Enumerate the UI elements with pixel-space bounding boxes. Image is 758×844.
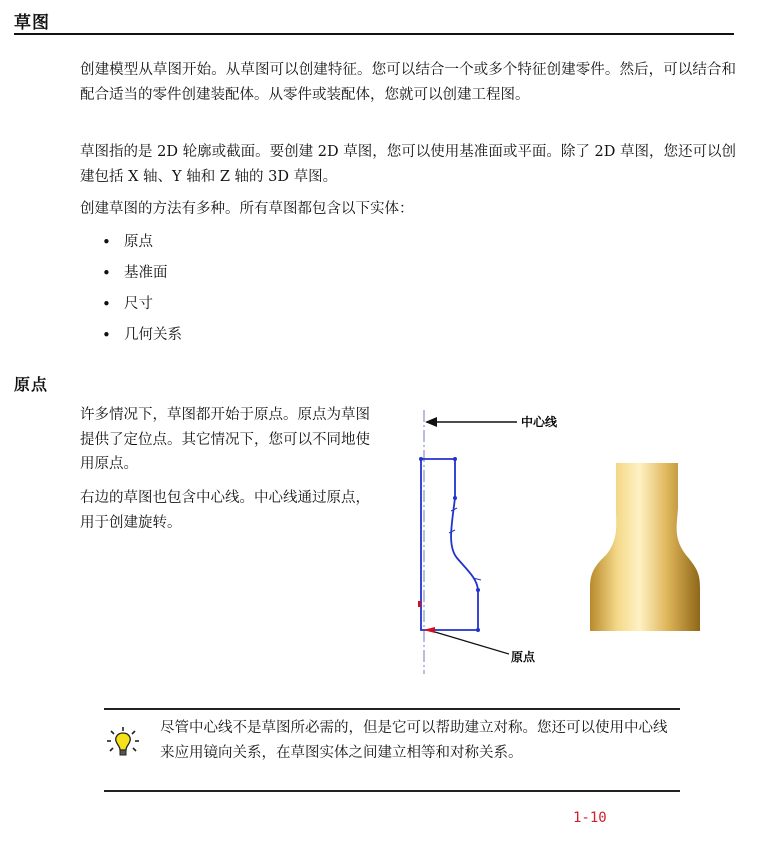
centerline-label: 中心线 — [521, 415, 558, 429]
list-item: • 几何关系 — [100, 321, 182, 352]
tip-bottom-rule — [104, 790, 680, 792]
origin-paragraph-2: 右边的草图也包含中心线。中心线通过原点，用于创建旋转。 — [80, 490, 370, 531]
centerline-arrowhead — [425, 417, 437, 427]
sketch-paragraph-3: 创建草图的方法有多种。所有草图都包含以下实体： — [80, 201, 414, 217]
sketch-figure — [405, 398, 595, 680]
sketch-point — [476, 628, 480, 632]
sketch-point — [419, 457, 423, 461]
list-item: • 原点 — [100, 228, 182, 259]
origin-label: 原点 — [511, 650, 536, 664]
list-item: • 尺寸 — [100, 290, 182, 321]
section-title-sketch: 草图 — [14, 13, 50, 33]
origin-marker — [418, 601, 421, 607]
page-number: 1-10 — [573, 810, 607, 826]
sketch-paragraph-2: 草图指的是 2D 轮廓或截面。要创建 2D 草图，您可以使用基准面或平面。除了 2D 草图，您还可以创建包括 X 轴、Y 轴和 Z 轴的 3D 草图。 — [80, 144, 736, 185]
tip-text: 尽管中心线不是草图所必需的，但是它可以帮助建立对称。您还可以使用中心线来应用镜向关系，在草图实体之间建立相等和对称关系。 — [160, 720, 668, 761]
sketch-point — [453, 457, 457, 461]
sketch-profile — [421, 459, 478, 630]
sketch-point — [453, 496, 457, 500]
origin-paragraph-1: 许多情况下，草图都开始于原点。原点为草图提供了定位点。其它情况下，您可以不同地使用原点。 — [80, 407, 370, 472]
lightbulb-icon — [106, 726, 140, 758]
section-title-origin: 原点 — [14, 375, 49, 394]
tip-top-rule — [104, 708, 680, 710]
section-divider — [14, 33, 734, 35]
revolved-part-image — [588, 463, 708, 631]
sketch-paragraph-1: 创建模型从草图开始。从草图可以创建特征。您可以结合一个或多个特征创建零件。然后，可以结合和配合适当的零件创建装配体。从零件或装配体，您就可以创建工程图。 — [80, 62, 736, 103]
origin-leader — [435, 632, 509, 654]
origin-icon — [423, 627, 435, 633]
sketch-entity-list — [100, 228, 182, 352]
list-item: • 基准面 — [100, 259, 182, 290]
sketch-point — [476, 588, 480, 592]
